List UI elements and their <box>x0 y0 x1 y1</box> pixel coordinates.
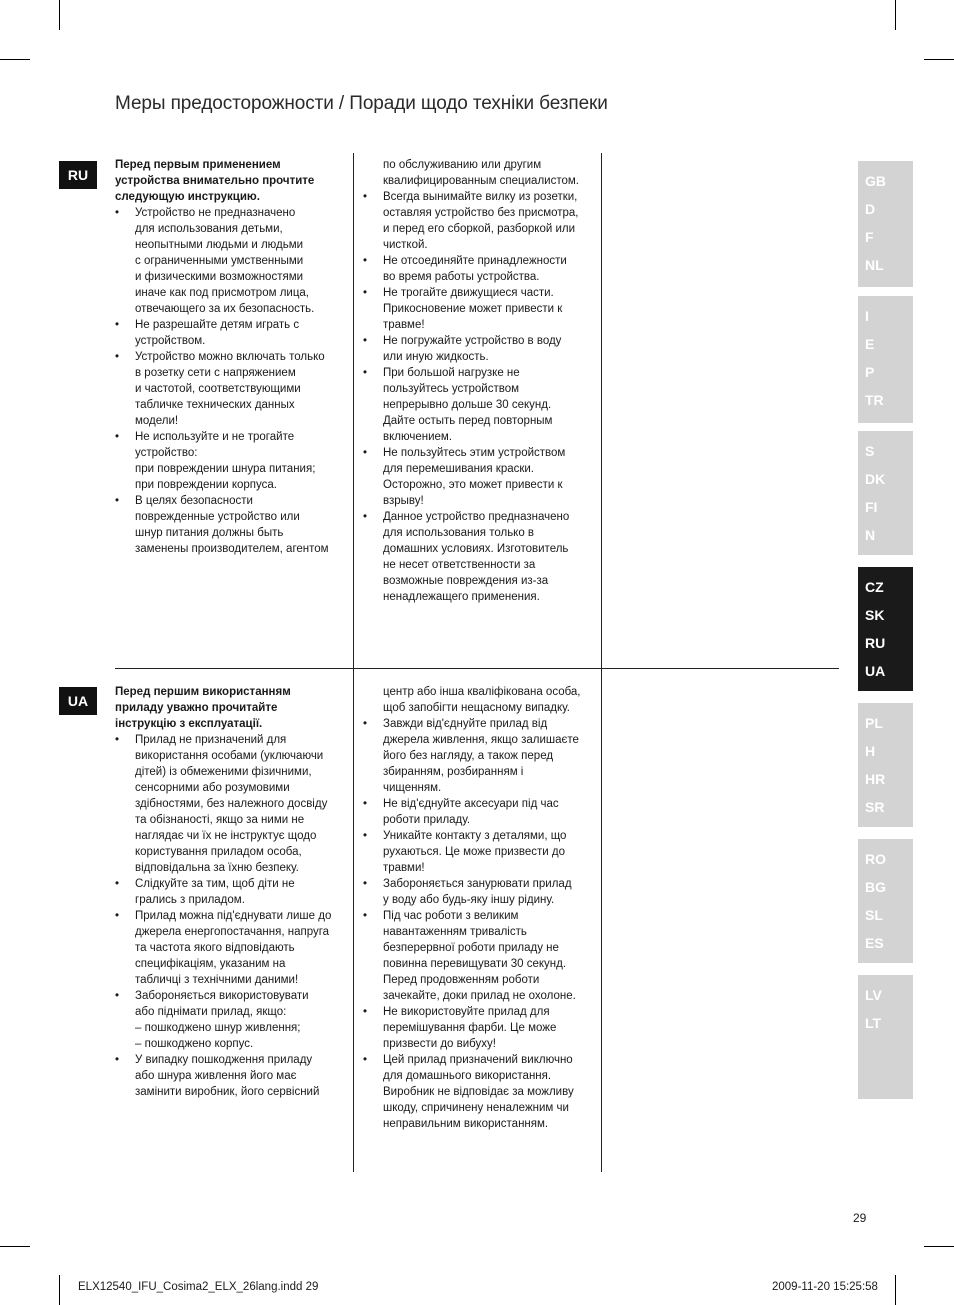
crop-mark <box>0 59 30 60</box>
list-item: • Всегда вынимайте вилку из розетки, оставляя устройство без присмотра, и перед его сборкой, разборкой или чисткой. <box>363 189 595 253</box>
list-item: • Данное устройство предназначено для использования только в домашних условиях. Изготовитель не несет ответственности за возможные повреждения из-за ненадлежащего применения. <box>363 509 595 605</box>
language-tab-group <box>858 431 913 555</box>
list-item: • Не використовуйте прилад для перемішування фарби. Це може призвести до вибуху! <box>363 1004 595 1052</box>
section-divider <box>115 668 839 669</box>
language-code: GB <box>865 173 886 189</box>
list-item: • Не трогайте движущиеся части. Прикосновение может привести к травме! <box>363 285 595 333</box>
language-tab-group <box>858 161 913 287</box>
footer-file-name: ELX12540_IFU_Cosima2_ELX_26lang.indd 29 <box>78 1281 319 1293</box>
ua-language-badge: UA <box>59 687 97 715</box>
language-code: SK <box>865 607 885 623</box>
language-code: NL <box>865 257 884 273</box>
language-code: H <box>865 743 876 759</box>
language-code: UA <box>865 663 886 679</box>
language-code: BG <box>865 879 886 895</box>
list-item: • Забороняється використовувати або піднімати прилад, якщо: – пошкоджено шнур живлення; – пошкоджено корпус. <box>115 988 347 1052</box>
language-code: D <box>865 201 876 217</box>
language-tab-group <box>858 296 913 423</box>
column-divider <box>353 669 354 1172</box>
column-divider <box>353 153 354 669</box>
list-item: • У випадку пошкодження приладу або шнура живлення його має замінити виробник, його сервісний <box>115 1052 347 1100</box>
crop-mark <box>924 1246 954 1247</box>
ru-heading: Перед первым применением устройства внимательно прочтите следующую инструкцию. <box>115 159 315 203</box>
list-item: • Цей прилад призначений виключно для домашнього використання. Виробник не відповідає за можливу шкоду, спричинену неналежним чи неправильним використанням. <box>363 1052 595 1132</box>
crop-mark <box>59 1275 60 1305</box>
language-tab-group <box>858 839 913 963</box>
crop-mark <box>895 0 896 30</box>
ru-column-1 <box>115 157 347 557</box>
language-tab-group <box>858 567 913 691</box>
ru-column-2 <box>363 157 595 605</box>
crop-mark <box>59 0 60 30</box>
page-number: 29 <box>853 1211 867 1225</box>
column-divider <box>601 153 602 669</box>
list-item: • Уникайте контакту з деталями, що рухаються. Це може призвести до травми! <box>363 828 595 876</box>
ua-continuation-text: центр або інша кваліфікована особа, щоб запобігти нещасному випадку. <box>383 686 581 714</box>
ru-bullet-list-2 <box>363 189 595 605</box>
ua-bullet-list-1 <box>115 732 347 1100</box>
language-code: FI <box>865 499 878 515</box>
language-tab-group <box>858 975 913 1099</box>
ua-column-2 <box>363 684 595 1132</box>
language-code: I <box>865 308 869 324</box>
language-code: RU <box>865 635 886 651</box>
language-code: S <box>865 443 875 459</box>
crop-mark <box>924 59 954 60</box>
language-code: LV <box>865 987 882 1003</box>
language-tab-group <box>858 703 913 827</box>
ru-bullet-list-1 <box>115 205 347 557</box>
list-item: • Не разрешайте детям играть с устройством. <box>115 317 347 349</box>
crop-mark <box>895 1275 896 1305</box>
list-item: • Прилад можна під'єднувати лише до джерела енергопостачання, напруга та частота якого відповідають специфікаціям, указаним на табличці з технічними даними! <box>115 908 347 988</box>
language-code: LT <box>865 1015 882 1031</box>
column-divider <box>601 669 602 1172</box>
list-item: • Слідкуйте за тим, щоб діти не грались з приладом. <box>115 876 347 908</box>
language-code: CZ <box>865 579 884 595</box>
list-item: • В целях безопасности поврежденные устройство или шнур питания должны быть заменены производителем, агентом <box>115 493 347 557</box>
list-item: • Не отсоединяйте принадлежности во время работы устройства. <box>363 253 595 285</box>
ru-continuation-text: по обслуживанию или другим квалифицированным специалистом. <box>383 159 579 187</box>
list-item: • Прилад не призначений для використання особами (уключаючи дітей) із обмеженими фізичними, сенсорними або розумовими здібностями, без належного досвіду та обізнаності, якщо за ними не наглядає чи їх не інструктує щодо користування приладом особа, відповідальна за їхню безпеку. <box>115 732 347 876</box>
list-item: • При большой нагрузке не пользуйтесь устройством непрерывно дольше 30 секунд. Дайте остыть перед повторным включением. <box>363 365 595 445</box>
list-item: • Не погружайте устройство в воду или иную жидкость. <box>363 333 595 365</box>
list-item: • Завжди від'єднуйте прилад від джерела живлення, якщо залишаєте його без нагляду, а також перед збиранням, розбиранням і чищенням. <box>363 716 595 796</box>
language-code: ES <box>865 935 884 951</box>
language-code: F <box>865 229 874 245</box>
list-item: • Не пользуйтесь этим устройством для перемешивания краски. Осторожно, это может привести к взрыву! <box>363 445 595 509</box>
footer-timestamp: 2009-11-20 15:25:58 <box>772 1281 878 1293</box>
language-code: PL <box>865 715 883 731</box>
ru-language-badge: RU <box>59 161 97 189</box>
language-code: SR <box>865 799 885 815</box>
page-title: Меры предосторожности / Поради щодо техніки безпеки <box>115 93 608 114</box>
list-item: • Устройство не предназначено для использования детьми, неопытными людьми и людьми с ограниченными умственными и физическими возможностями иначе как под присмотром лица, отвечающего за их безопасность. <box>115 205 347 317</box>
crop-mark <box>0 1246 30 1247</box>
language-code: TR <box>865 392 884 408</box>
language-code: SL <box>865 907 883 923</box>
list-item: • Під час роботи з великим навантаженням тривалість безперервної роботи приладу не повинна перевищувати 30 секунд. Перед продовженням роботи зачекайте, доки прилад не охолоне. <box>363 908 595 1004</box>
language-code: E <box>865 336 875 352</box>
ua-column-1 <box>115 684 347 1100</box>
language-code: RO <box>865 851 886 867</box>
ua-bullet-list-2 <box>363 716 595 1132</box>
language-code: N <box>865 527 876 543</box>
language-code: P <box>865 364 875 380</box>
language-code: DK <box>865 471 886 487</box>
list-item: • Не используйте и не трогайте устройство: при повреждении шнура питания; при повреждении корпуса. <box>115 429 347 493</box>
list-item: • Не від'єднуйте аксесуари під час роботи приладу. <box>363 796 595 828</box>
list-item: • Забороняється занурювати прилад у воду або будь-яку іншу рідину. <box>363 876 595 908</box>
ua-heading: Перед першим використанням приладу уважно прочитайте інструкцію з експлуатації. <box>115 686 291 730</box>
list-item: • Устройство можно включать только в розетку сети с напряжением и частотой, соответствующими табличке технических данных модели! <box>115 349 347 429</box>
language-code: HR <box>865 771 886 787</box>
